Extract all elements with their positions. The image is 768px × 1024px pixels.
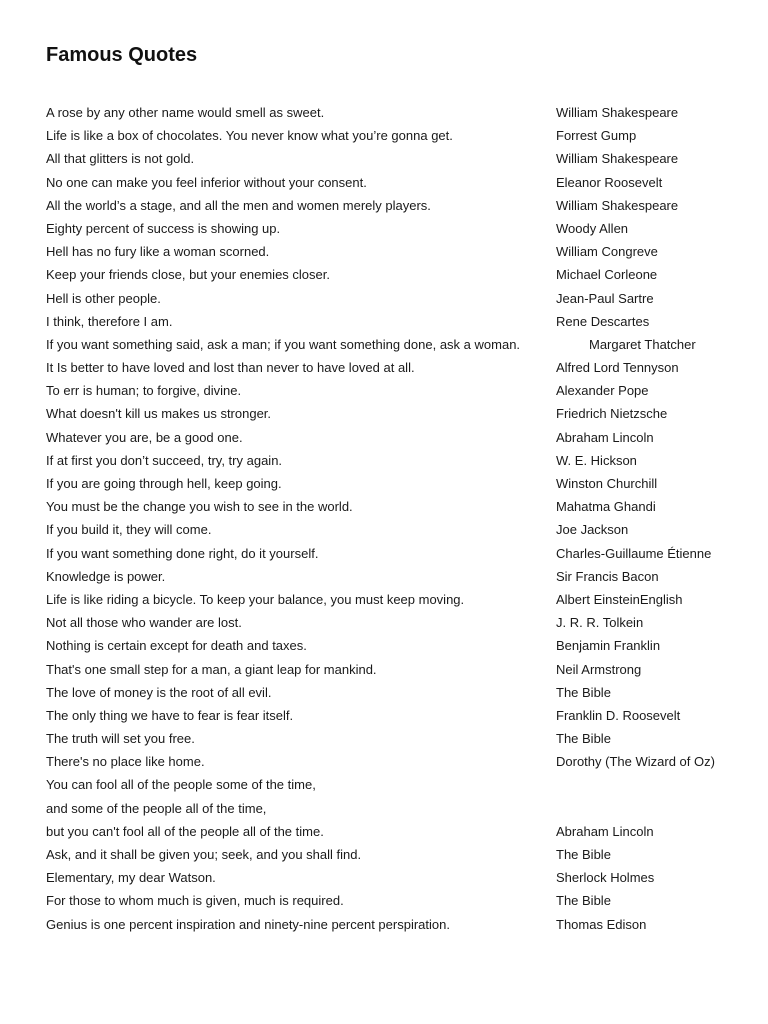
quote-row	[46, 797, 746, 820]
quote-text: Genius is one percent inspiration and ninety-nine percent perspiration.	[46, 916, 450, 932]
quote-row	[46, 681, 746, 704]
quote-text: You can fool all of the people some of the time,	[46, 777, 316, 793]
quote-row	[46, 820, 746, 843]
quote-text: The only thing we have to fear is fear itself.	[46, 707, 294, 723]
quote-row	[46, 101, 746, 124]
quote-row	[46, 658, 746, 681]
quote-author: Rene Descartes	[556, 313, 650, 329]
quote-row	[46, 217, 746, 240]
quote-row	[46, 449, 746, 472]
quote-text: Not all those who wander are lost.	[46, 615, 242, 631]
quote-row	[46, 913, 746, 936]
quote-author: Abraham Lincoln	[556, 823, 654, 839]
quote-text: but you can't fool all of the people all of the time.	[46, 823, 324, 839]
quote-text: Ask, and it shall be given you; seek, and you shall find.	[46, 847, 362, 862]
quote-row	[46, 333, 746, 356]
quote-row	[46, 426, 746, 449]
quote-text: Life is like riding a bicycle. To keep your balance, you must keep moving.	[46, 591, 465, 607]
quote-row	[46, 704, 746, 727]
quote-row	[46, 402, 746, 425]
quote-text: All the world’s a stage, and all the men and women merely players.	[46, 197, 431, 213]
quote-author: Forrest Gump	[556, 128, 637, 144]
quote-row	[46, 310, 746, 333]
quote-row	[46, 889, 746, 912]
quote-author: Jean-Paul Sartre	[556, 290, 654, 306]
quote-text: If you want something done right, do it yourself.	[46, 545, 319, 561]
quote-author: Friedrich Nietzsche	[556, 406, 668, 422]
quote-text: I think, therefore I am.	[46, 313, 173, 329]
quote-text: Hell is other people.	[46, 290, 161, 306]
quote-row	[46, 565, 746, 588]
quote-row	[46, 773, 746, 796]
quote-row	[46, 379, 746, 402]
quote-row	[46, 287, 746, 310]
quote-row	[46, 843, 746, 866]
quote-text: Keep your friends close, but your enemies closer.	[46, 267, 330, 283]
quote-text: What doesn't kill us makes us stronger.	[46, 406, 272, 422]
quote-author: William Shakespeare	[556, 197, 679, 213]
quote-text: Whatever you are, be a good one.	[46, 429, 243, 445]
quote-text: Knowledge is power.	[46, 568, 166, 584]
quote-author: The Bible	[556, 684, 611, 700]
quote-row	[46, 866, 746, 889]
quote-text: It Is better to have loved and lost than never to have loved at all.	[46, 360, 415, 376]
quote-text: and some of the people all of the time,	[46, 800, 267, 816]
quote-row	[46, 240, 746, 263]
quote-row	[46, 634, 746, 657]
quote-text: Life is like a box of chocolates. You never know what you’re gonna get.	[46, 128, 453, 144]
quote-author: Franklin D. Roosevelt	[556, 707, 681, 723]
quote-text: Hell has no fury like a woman scorned.	[46, 244, 270, 260]
quote-text: There's no place like home.	[46, 754, 205, 770]
quote-author: Sherlock Holmes	[556, 870, 655, 886]
quote-author: Margaret Thatcher	[589, 336, 696, 352]
quote-author: Albert EinsteinEnglish	[556, 591, 683, 607]
quote-author: Alexander Pope	[556, 383, 649, 399]
quote-author: William Shakespeare	[556, 105, 679, 120]
quote-row	[46, 750, 746, 773]
document-title: Famous Quotes	[46, 44, 198, 66]
quote-author: Abraham Lincoln	[556, 429, 654, 445]
quote-text: If you are going through hell, keep going.	[46, 476, 282, 491]
quote-row	[46, 495, 746, 518]
quote-text: The love of money is the root of all evil.	[46, 684, 272, 700]
quote-author: Neil Armstrong	[556, 661, 642, 677]
quote-text: No one can make you feel inferior without your consent.	[46, 174, 367, 190]
quote-author: William Congreve	[556, 244, 658, 260]
quote-text: For those to whom much is given, much is required.	[46, 893, 344, 909]
quote-author: Benjamin Franklin	[556, 638, 661, 654]
quote-author: Mahatma Ghandi	[556, 499, 656, 515]
quote-author: The Bible	[556, 893, 611, 909]
quote-text: To err is human; to forgive, divine.	[46, 383, 242, 399]
quote-list	[46, 101, 746, 936]
quote-text: If at first you don’t succeed, try, try again.	[46, 452, 283, 468]
quote-row	[46, 542, 746, 565]
quote-text: The truth will set you free.	[46, 731, 195, 747]
quote-author: J. R. R. Tolkein	[556, 615, 644, 631]
quote-author: Charles-Guillaume Étienne	[556, 545, 712, 561]
quote-author: Woody Allen	[556, 220, 629, 236]
quote-author: Eleanor Roosevelt	[556, 174, 663, 190]
quote-author: Alfred Lord Tennyson	[556, 360, 679, 376]
quote-author: Thomas Edison	[556, 916, 647, 932]
quote-text: You must be the change you wish to see in the world.	[46, 499, 353, 515]
quote-row	[46, 147, 746, 170]
quote-row	[46, 194, 746, 217]
quote-text: That's one small step for a man, a giant leap for mankind.	[46, 661, 377, 677]
quote-row	[46, 472, 746, 495]
quote-row	[46, 727, 746, 750]
quote-author: W. E. Hickson	[556, 452, 637, 468]
quote-row	[46, 588, 746, 611]
quote-row	[46, 518, 746, 541]
quote-row	[46, 611, 746, 634]
quote-row	[46, 263, 746, 286]
quote-text: A rose by any other name would smell as sweet.	[46, 105, 325, 120]
quote-author: Winston Churchill	[556, 476, 658, 491]
quote-text: If you build it, they will come.	[46, 522, 212, 538]
quote-text: If you want something said, ask a man; if you want something done, ask a woman.	[46, 336, 521, 352]
quote-text: Elementary, my dear Watson.	[46, 870, 216, 886]
quote-author: Michael Corleone	[556, 267, 658, 283]
quote-author: William Shakespeare	[556, 151, 679, 167]
quote-text: Eighty percent of success is showing up.	[46, 220, 281, 236]
quote-author: Dorothy (The Wizard of Oz)	[556, 754, 715, 770]
quote-text: All that glitters is not gold.	[46, 151, 195, 167]
quote-author: Joe Jackson	[556, 522, 629, 538]
quote-row	[46, 124, 746, 147]
quote-author: The Bible	[556, 847, 611, 862]
quote-author: Sir Francis Bacon	[556, 568, 659, 584]
quote-row	[46, 356, 746, 379]
quote-text: Nothing is certain except for death and taxes.	[46, 638, 307, 654]
quote-row	[46, 171, 746, 194]
quote-author: The Bible	[556, 731, 611, 747]
